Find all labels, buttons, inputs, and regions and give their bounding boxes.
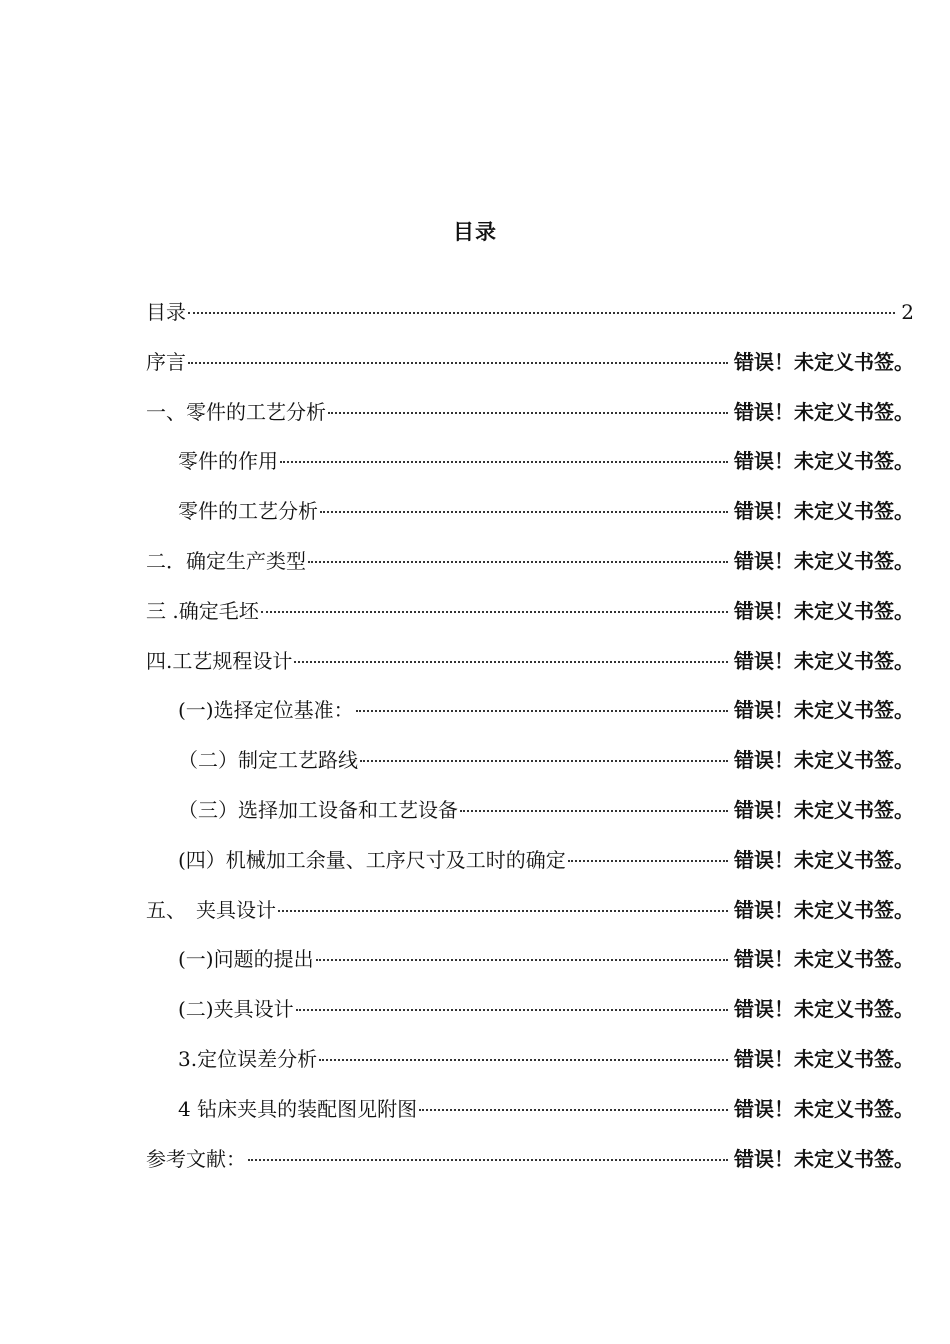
toc-entry-page: 错误！未定义书签。 bbox=[734, 349, 914, 374]
toc-entry[interactable] bbox=[146, 1135, 914, 1185]
toc-title: 目录 bbox=[453, 220, 497, 244]
dot-leader bbox=[360, 760, 728, 762]
toc-entry-label: （二）制定工艺路线 bbox=[178, 748, 358, 773]
toc-entry-label: 二．确定生产类型 bbox=[146, 548, 306, 573]
toc-entry-label: (二)夹具设计 bbox=[178, 997, 294, 1022]
toc-entry-label: 零件的工艺分析 bbox=[178, 499, 318, 524]
toc-entry[interactable] bbox=[146, 786, 914, 836]
toc-entry-page: 错误！未定义书签。 bbox=[734, 449, 914, 474]
dot-leader bbox=[261, 611, 728, 613]
toc-entry[interactable] bbox=[146, 388, 914, 438]
toc-entry[interactable] bbox=[146, 1085, 914, 1135]
toc-entry-label: 序言 bbox=[146, 349, 186, 374]
dot-leader bbox=[308, 561, 728, 563]
dot-leader bbox=[320, 511, 728, 513]
toc-entry[interactable] bbox=[146, 587, 914, 637]
toc-entry-label: （三）选择加工设备和工艺设备 bbox=[178, 797, 458, 822]
toc-entry-page: 2 bbox=[901, 300, 914, 324]
toc-entry-page: 错误！未定义书签。 bbox=[734, 648, 914, 673]
dot-leader bbox=[319, 1059, 728, 1061]
dot-leader bbox=[568, 860, 728, 862]
toc-entry-label: 参考文献： bbox=[146, 1146, 246, 1171]
dot-leader bbox=[280, 461, 728, 463]
toc-entry[interactable] bbox=[146, 985, 914, 1035]
dot-leader bbox=[296, 1009, 728, 1011]
dot-leader bbox=[278, 910, 728, 912]
toc-entry-page: 错误！未定义书签。 bbox=[734, 1146, 914, 1171]
toc-entry-page: 错误！未定义书签。 bbox=[734, 947, 914, 972]
toc-entry-label: 一、零件的工艺分析 bbox=[146, 399, 326, 424]
toc-entry-label: 零件的作用 bbox=[178, 449, 278, 474]
toc-entry-label: (四）机械加工余量、工序尺寸及工时的确定 bbox=[178, 847, 566, 872]
toc-entry[interactable] bbox=[146, 637, 914, 687]
toc-entry[interactable] bbox=[146, 288, 914, 338]
toc-entry-label: (一)问题的提出 bbox=[178, 947, 314, 972]
dot-leader bbox=[188, 362, 728, 364]
toc-entry[interactable] bbox=[146, 437, 914, 487]
toc-entry-page: 错误！未定义书签。 bbox=[734, 548, 914, 573]
toc-entry[interactable] bbox=[146, 886, 914, 936]
dot-leader bbox=[419, 1109, 728, 1111]
toc-entry[interactable] bbox=[146, 736, 914, 786]
toc-entry-label: 四.工艺规程设计 bbox=[146, 648, 293, 673]
toc-entry[interactable] bbox=[146, 686, 914, 736]
toc-entry-page: 错误！未定义书签。 bbox=[734, 797, 914, 822]
dot-leader bbox=[188, 312, 895, 314]
toc-entry[interactable] bbox=[146, 338, 914, 388]
toc-entry[interactable] bbox=[146, 537, 914, 587]
toc-entry-page: 错误！未定义书签。 bbox=[734, 748, 914, 773]
toc-entry[interactable] bbox=[146, 935, 914, 985]
toc-entry-page: 错误！未定义书签。 bbox=[734, 1046, 914, 1071]
toc-entry[interactable] bbox=[146, 487, 914, 537]
dot-leader bbox=[316, 959, 728, 961]
dot-leader bbox=[248, 1159, 728, 1161]
toc-entry-label: 目录 bbox=[146, 300, 186, 324]
toc-entry-page: 错误！未定义书签。 bbox=[734, 1096, 914, 1121]
toc-list bbox=[146, 288, 914, 1184]
toc-entry-page: 错误！未定义书签。 bbox=[734, 897, 914, 922]
toc-entry-label: (一)选择定位基准： bbox=[178, 698, 354, 723]
dot-leader bbox=[356, 710, 728, 712]
toc-entry-page: 错误！未定义书签。 bbox=[734, 399, 914, 424]
toc-entry-page: 错误！未定义书签。 bbox=[734, 847, 914, 872]
dot-leader bbox=[294, 661, 728, 663]
toc-entry-label: 3.定位误差分析 bbox=[178, 1046, 318, 1071]
toc-entry-page: 错误！未定义书签。 bbox=[734, 598, 914, 623]
toc-entry[interactable] bbox=[146, 836, 914, 886]
toc-entry-page: 错误！未定义书签。 bbox=[734, 698, 914, 723]
toc-entry-label: 三 .确定毛坯 bbox=[146, 598, 259, 623]
toc-entry-label: 五、 夹具设计 bbox=[146, 897, 276, 922]
dot-leader bbox=[328, 412, 728, 414]
toc-entry[interactable] bbox=[146, 1035, 914, 1085]
toc-entry-page: 错误！未定义书签。 bbox=[734, 499, 914, 524]
dot-leader bbox=[460, 810, 728, 812]
toc-entry-label: 4 钻床夹具的装配图见附图 bbox=[178, 1096, 418, 1121]
toc-entry-page: 错误！未定义书签。 bbox=[734, 997, 914, 1022]
